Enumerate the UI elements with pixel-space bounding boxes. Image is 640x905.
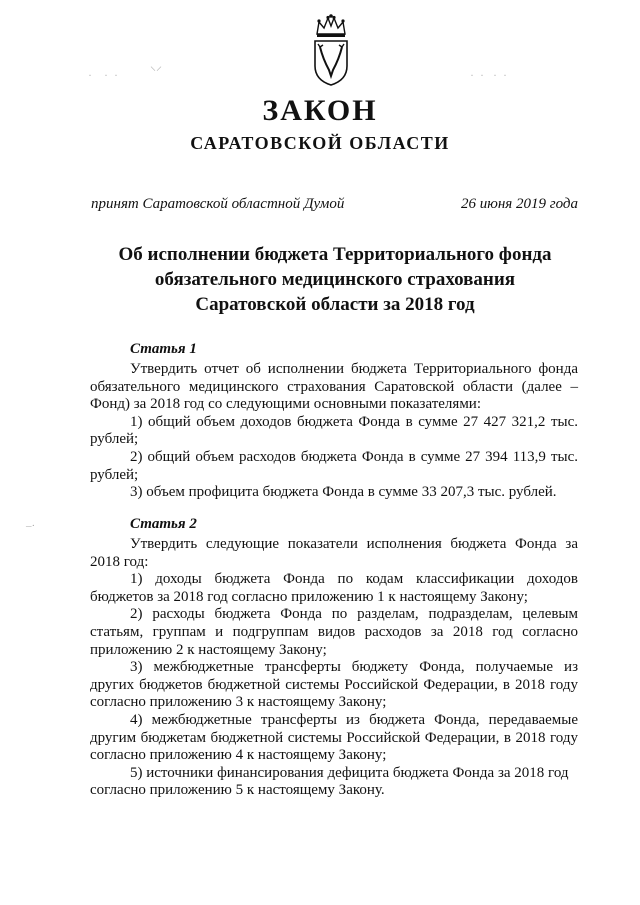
adopted-date: 26 июня 2019 года [461,196,578,212]
scan-noise: · · · · [470,68,507,82]
article-item: 3) межбюджетные трансферты бюджету Фонда, получаемые из других бюджетов бюджетной системы Российской Федерации, в 2018 году согласно приложению 3 к настоящему Закону; [90,659,578,711]
law-title [90,242,580,317]
article-item: 1) общий объем доходов бюджета Фонда в сумме 27 427 321,2 тыс. рублей; [90,413,578,448]
adoption-line [91,196,578,213]
law-title-line: обязательного медицинского страхования [154,269,516,290]
article-item: 3) объем профицита бюджета Фонда в сумме 33 207,3 тыс. рублей. [130,484,557,501]
scan-noise: –· [26,520,36,532]
article-item: 1) доходы бюджета Фонда по кодам классификации доходов бюджетов за 2018 год согласно приложению 1 к настоящему Закону; [90,571,578,605]
article-item: 4) межбюджетные трансферты из бюджета Фонда, передаваемые другим бюджетам бюджетной системы Российской Федерации, в 2018 году согласно приложению 4 к настоящему Закону; [90,711,578,764]
scan-noise: ⸌⸍ [150,64,163,78]
article-heading: Статья 2 [130,516,197,532]
article-heading: Статья 1 [130,341,197,357]
document-subtitle: САРАТОВСКОЙ ОБЛАСТИ [190,133,450,153]
coat-of-arms-icon [308,14,354,86]
article-item: 5) источники финансирования дефицита бюджета Фонда за 2018 год согласно приложению 5 к настоящему Закону. [90,764,569,799]
law-title-line: Саратовской области за 2018 год [195,294,475,315]
article-intro: Утвердить отчет об исполнении бюджета Территориального фонда обязательного медицинского страхования Саратовской области (далее – Фонд) за 2018 год со следующими основными показателями: [90,361,578,413]
law-title-line: Об исполнении бюджета Территориального фонда [118,244,552,265]
document-title: ЗАКОН [262,94,378,127]
article-intro: Утвердить следующие показатели исполнения бюджета Фонда за 2018 год: [90,536,578,570]
article-item: 2) расходы бюджета Фонда по разделам, подразделам, целевым статьям, группам и подгруппам видов расходов за 2018 год согласно приложению 2 к настоящему Закону; [90,606,578,658]
article-item: 2) общий объем расходов бюджета Фонда в сумме 27 394 113,9 тыс. рублей; [90,448,578,483]
scan-noise: · · · [88,68,118,82]
adopted-by: принят Саратовской областной Думой [91,196,345,212]
article-2 [90,515,578,800]
article-1 [90,340,578,502]
